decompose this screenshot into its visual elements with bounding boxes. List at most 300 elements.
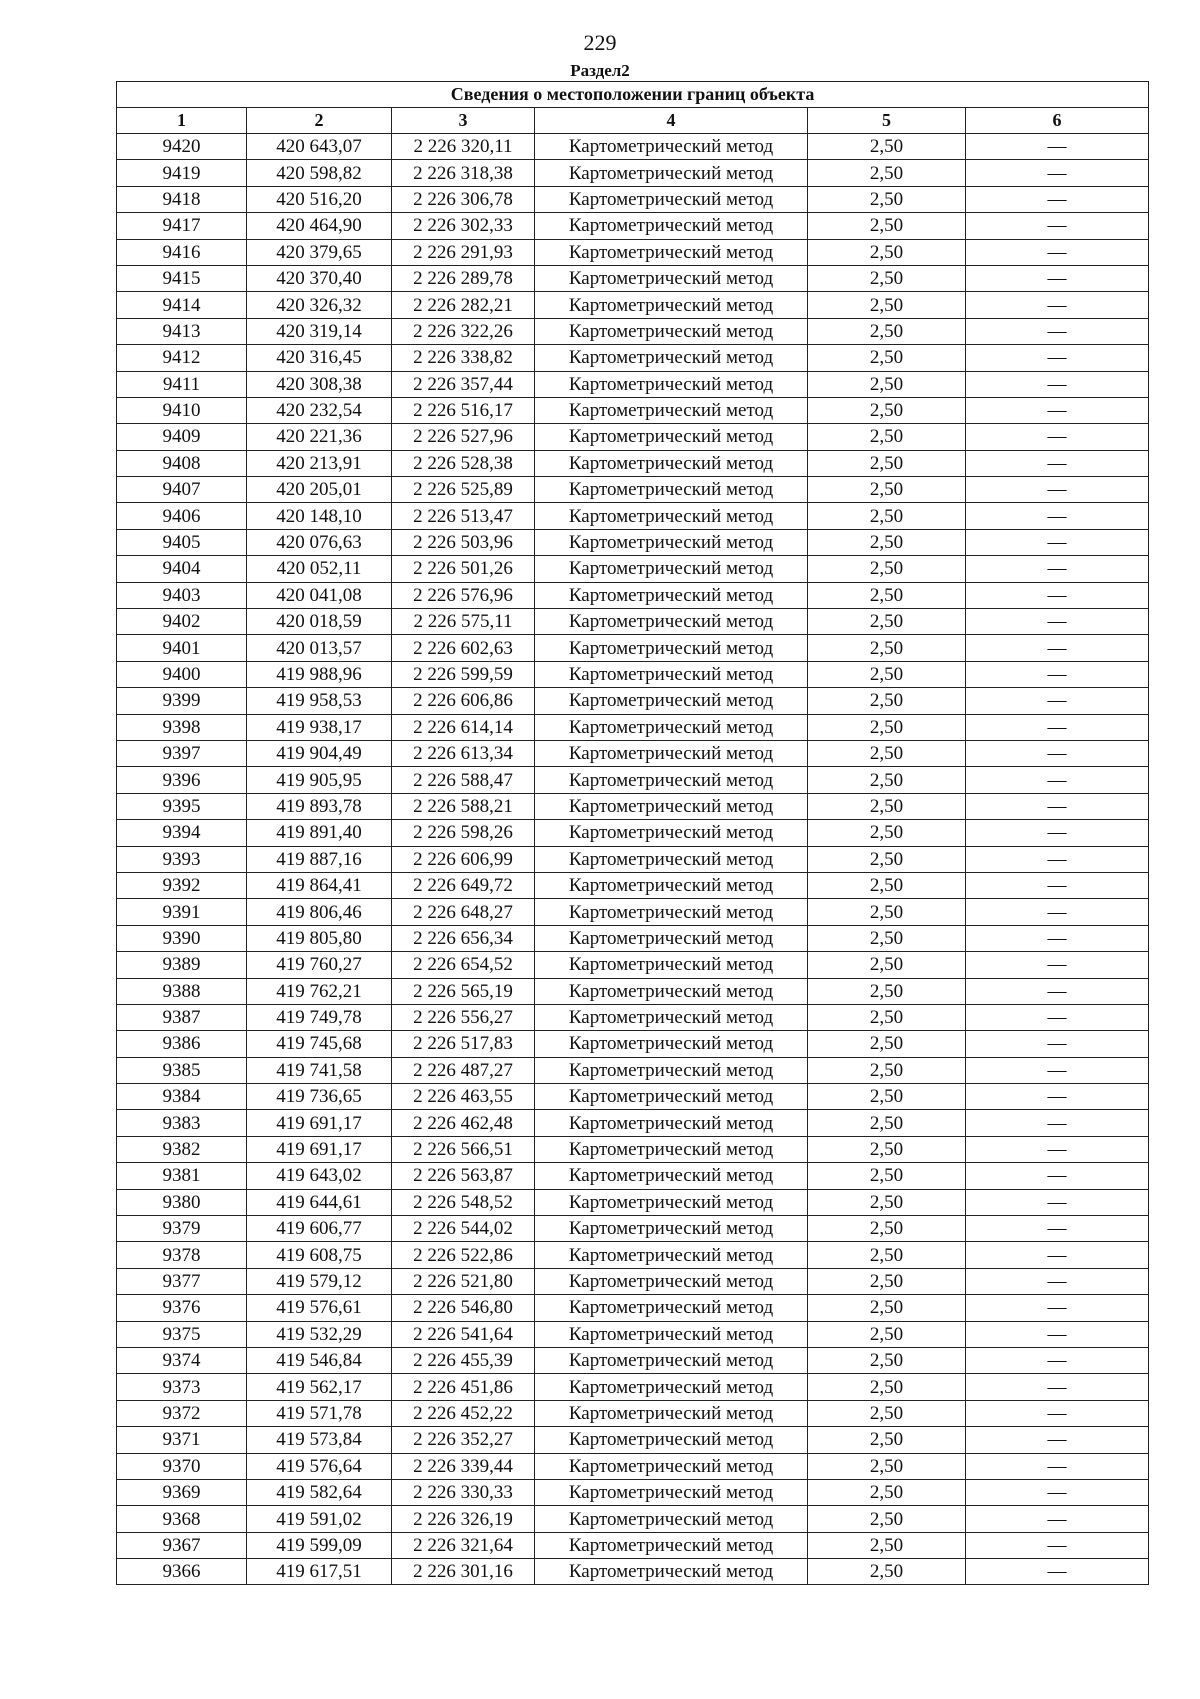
table-row [117, 1532, 1149, 1558]
y-coordinate-cell: 2 226 575,11 [392, 609, 535, 635]
accuracy-cell: 2,50 [808, 345, 966, 371]
accuracy-cell: 2,50 [808, 424, 966, 450]
x-coordinate-cell: 420 013,57 [247, 635, 392, 661]
table-row [117, 978, 1149, 1004]
accuracy-cell: 2,50 [808, 1004, 966, 1030]
table-row [117, 1057, 1149, 1083]
accuracy-cell: 2,50 [808, 793, 966, 819]
table-row [117, 1400, 1149, 1426]
description-cell: — [966, 793, 1149, 819]
x-coordinate-cell: 419 691,17 [247, 1110, 392, 1136]
y-coordinate-cell: 2 226 289,78 [392, 265, 535, 291]
description-cell: — [966, 292, 1149, 318]
point-number-cell: 9378 [117, 1242, 247, 1268]
method-cell: Картометрический метод [535, 265, 808, 291]
x-coordinate-cell: 420 319,14 [247, 318, 392, 344]
point-number-cell: 9400 [117, 661, 247, 687]
accuracy-cell: 2,50 [808, 872, 966, 898]
y-coordinate-cell: 2 226 282,21 [392, 292, 535, 318]
y-coordinate-cell: 2 226 321,64 [392, 1532, 535, 1558]
description-cell: — [966, 1295, 1149, 1321]
table-row [117, 1559, 1149, 1585]
method-cell: Картометрический метод [535, 1400, 808, 1426]
accuracy-cell: 2,50 [808, 1400, 966, 1426]
x-coordinate-cell: 420 076,63 [247, 529, 392, 555]
x-coordinate-cell: 419 599,09 [247, 1532, 392, 1558]
x-coordinate-cell: 420 643,07 [247, 134, 392, 160]
x-coordinate-cell: 419 546,84 [247, 1347, 392, 1373]
table-row [117, 899, 1149, 925]
x-coordinate-cell: 420 205,01 [247, 477, 392, 503]
y-coordinate-cell: 2 226 487,27 [392, 1057, 535, 1083]
point-number-cell: 9385 [117, 1057, 247, 1083]
description-cell: — [966, 635, 1149, 661]
point-number-cell: 9380 [117, 1189, 247, 1215]
table-row [117, 556, 1149, 582]
description-cell: — [966, 1321, 1149, 1347]
description-cell: — [966, 1242, 1149, 1268]
description-cell: — [966, 846, 1149, 872]
x-coordinate-cell: 420 213,91 [247, 450, 392, 476]
x-coordinate-cell: 419 958,53 [247, 688, 392, 714]
x-coordinate-cell: 419 938,17 [247, 714, 392, 740]
accuracy-cell: 2,50 [808, 1559, 966, 1585]
y-coordinate-cell: 2 226 606,86 [392, 688, 535, 714]
x-coordinate-cell: 420 232,54 [247, 397, 392, 423]
method-cell: Картометрический метод [535, 1295, 808, 1321]
description-cell: — [966, 609, 1149, 635]
point-number-cell: 9405 [117, 529, 247, 555]
method-cell: Картометрический метод [535, 134, 808, 160]
y-coordinate-cell: 2 226 517,83 [392, 1031, 535, 1057]
y-coordinate-cell: 2 226 503,96 [392, 529, 535, 555]
point-number-cell: 9372 [117, 1400, 247, 1426]
table-row [117, 318, 1149, 344]
method-cell: Картометрический метод [535, 1479, 808, 1505]
x-coordinate-cell: 419 571,78 [247, 1400, 392, 1426]
table-row [117, 424, 1149, 450]
description-cell: — [966, 767, 1149, 793]
column-number: 2 [247, 108, 392, 134]
accuracy-cell: 2,50 [808, 186, 966, 212]
x-coordinate-cell: 419 891,40 [247, 820, 392, 846]
y-coordinate-cell: 2 226 330,33 [392, 1479, 535, 1505]
table-row [117, 1374, 1149, 1400]
y-coordinate-cell: 2 226 588,47 [392, 767, 535, 793]
point-number-cell: 9409 [117, 424, 247, 450]
point-number-cell: 9383 [117, 1110, 247, 1136]
accuracy-cell: 2,50 [808, 556, 966, 582]
method-cell: Картометрический метод [535, 213, 808, 239]
accuracy-cell: 2,50 [808, 160, 966, 186]
table-row [117, 477, 1149, 503]
table-row [117, 1136, 1149, 1162]
method-cell: Картометрический метод [535, 740, 808, 766]
y-coordinate-cell: 2 226 556,27 [392, 1004, 535, 1030]
y-coordinate-cell: 2 226 525,89 [392, 477, 535, 503]
description-cell: — [966, 820, 1149, 846]
method-cell: Картометрический метод [535, 1084, 808, 1110]
table-row [117, 1479, 1149, 1505]
method-cell: Картометрический метод [535, 1163, 808, 1189]
y-coordinate-cell: 2 226 606,99 [392, 846, 535, 872]
table-row [117, 213, 1149, 239]
point-number-cell: 9377 [117, 1268, 247, 1294]
method-cell: Картометрический метод [535, 160, 808, 186]
accuracy-cell: 2,50 [808, 1453, 966, 1479]
point-number-cell: 9367 [117, 1532, 247, 1558]
point-number-cell: 9387 [117, 1004, 247, 1030]
description-cell: — [966, 397, 1149, 423]
method-cell: Картометрический метод [535, 714, 808, 740]
y-coordinate-cell: 2 226 463,55 [392, 1084, 535, 1110]
description-cell: — [966, 1004, 1149, 1030]
method-cell: Картометрический метод [535, 952, 808, 978]
column-number: 1 [117, 108, 247, 134]
description-cell: — [966, 925, 1149, 951]
x-coordinate-cell: 419 864,41 [247, 872, 392, 898]
table-row [117, 925, 1149, 951]
x-coordinate-cell: 420 148,10 [247, 503, 392, 529]
y-coordinate-cell: 2 226 320,11 [392, 134, 535, 160]
y-coordinate-cell: 2 226 322,26 [392, 318, 535, 344]
point-number-cell: 9402 [117, 609, 247, 635]
point-number-cell: 9390 [117, 925, 247, 951]
accuracy-cell: 2,50 [808, 1057, 966, 1083]
description-cell: — [966, 424, 1149, 450]
y-coordinate-cell: 2 226 548,52 [392, 1189, 535, 1215]
accuracy-cell: 2,50 [808, 397, 966, 423]
point-number-cell: 9370 [117, 1453, 247, 1479]
x-coordinate-cell: 419 606,77 [247, 1216, 392, 1242]
y-coordinate-cell: 2 226 338,82 [392, 345, 535, 371]
y-coordinate-cell: 2 226 451,86 [392, 1374, 535, 1400]
point-number-cell: 9401 [117, 635, 247, 661]
accuracy-cell: 2,50 [808, 318, 966, 344]
table-row [117, 872, 1149, 898]
y-coordinate-cell: 2 226 541,64 [392, 1321, 535, 1347]
x-coordinate-cell: 419 988,96 [247, 661, 392, 687]
accuracy-cell: 2,50 [808, 134, 966, 160]
method-cell: Картометрический метод [535, 556, 808, 582]
method-cell: Картометрический метод [535, 767, 808, 793]
table-row [117, 1216, 1149, 1242]
column-number: 5 [808, 108, 966, 134]
accuracy-cell: 2,50 [808, 1268, 966, 1294]
accuracy-cell: 2,50 [808, 265, 966, 291]
point-number-cell: 9374 [117, 1347, 247, 1373]
table-row [117, 371, 1149, 397]
x-coordinate-cell: 420 052,11 [247, 556, 392, 582]
accuracy-cell: 2,50 [808, 1321, 966, 1347]
description-cell: — [966, 1268, 1149, 1294]
description-cell: — [966, 1189, 1149, 1215]
table-row [117, 1110, 1149, 1136]
x-coordinate-cell: 420 598,82 [247, 160, 392, 186]
accuracy-cell: 2,50 [808, 292, 966, 318]
x-coordinate-cell: 419 691,17 [247, 1136, 392, 1162]
method-cell: Картометрический метод [535, 345, 808, 371]
method-cell: Картометрический метод [535, 1216, 808, 1242]
description-cell: — [966, 265, 1149, 291]
x-coordinate-cell: 419 749,78 [247, 1004, 392, 1030]
method-cell: Картометрический метод [535, 582, 808, 608]
accuracy-cell: 2,50 [808, 1163, 966, 1189]
y-coordinate-cell: 2 226 588,21 [392, 793, 535, 819]
x-coordinate-cell: 419 745,68 [247, 1031, 392, 1057]
point-number-cell: 9371 [117, 1427, 247, 1453]
x-coordinate-cell: 420 316,45 [247, 345, 392, 371]
point-number-cell: 9369 [117, 1479, 247, 1505]
y-coordinate-cell: 2 226 599,59 [392, 661, 535, 687]
table-row [117, 529, 1149, 555]
method-cell: Картометрический метод [535, 1347, 808, 1373]
method-cell: Картометрический метод [535, 609, 808, 635]
accuracy-cell: 2,50 [808, 1295, 966, 1321]
x-coordinate-cell: 420 370,40 [247, 265, 392, 291]
accuracy-cell: 2,50 [808, 1084, 966, 1110]
table-row [117, 952, 1149, 978]
accuracy-cell: 2,50 [808, 1532, 966, 1558]
description-cell: — [966, 1347, 1149, 1373]
description-cell: — [966, 661, 1149, 687]
point-number-cell: 9384 [117, 1084, 247, 1110]
table-row [117, 582, 1149, 608]
table-body [117, 134, 1149, 1585]
table-row [117, 609, 1149, 635]
description-cell: — [966, 1163, 1149, 1189]
x-coordinate-cell: 419 904,49 [247, 740, 392, 766]
method-cell: Картометрический метод [535, 1532, 808, 1558]
y-coordinate-cell: 2 226 352,27 [392, 1427, 535, 1453]
point-number-cell: 9393 [117, 846, 247, 872]
accuracy-cell: 2,50 [808, 582, 966, 608]
method-cell: Картометрический метод [535, 186, 808, 212]
accuracy-cell: 2,50 [808, 477, 966, 503]
x-coordinate-cell: 419 591,02 [247, 1506, 392, 1532]
point-number-cell: 9388 [117, 978, 247, 1004]
table-row [117, 239, 1149, 265]
table-row [117, 767, 1149, 793]
point-number-cell: 9392 [117, 872, 247, 898]
x-coordinate-cell: 419 760,27 [247, 952, 392, 978]
description-cell: — [966, 1110, 1149, 1136]
point-number-cell: 9376 [117, 1295, 247, 1321]
x-coordinate-cell: 419 582,64 [247, 1479, 392, 1505]
y-coordinate-cell: 2 226 516,17 [392, 397, 535, 423]
y-coordinate-cell: 2 226 656,34 [392, 925, 535, 951]
accuracy-cell: 2,50 [808, 899, 966, 925]
x-coordinate-cell: 419 887,16 [247, 846, 392, 872]
point-number-cell: 9416 [117, 239, 247, 265]
description-cell: — [966, 1559, 1149, 1585]
y-coordinate-cell: 2 226 566,51 [392, 1136, 535, 1162]
x-coordinate-cell: 419 893,78 [247, 793, 392, 819]
accuracy-cell: 2,50 [808, 1242, 966, 1268]
x-coordinate-cell: 419 805,80 [247, 925, 392, 951]
method-cell: Картометрический метод [535, 872, 808, 898]
column-number: 3 [392, 108, 535, 134]
description-cell: — [966, 556, 1149, 582]
page-number: 229 [583, 30, 617, 55]
table-row [117, 186, 1149, 212]
description-cell: — [966, 239, 1149, 265]
point-number-cell: 9419 [117, 160, 247, 186]
table-row [117, 688, 1149, 714]
table-caption: Сведения о местоположении границ объекта [117, 82, 1149, 108]
method-cell: Картометрический метод [535, 1427, 808, 1453]
description-cell: — [966, 872, 1149, 898]
method-cell: Картометрический метод [535, 1136, 808, 1162]
y-coordinate-cell: 2 226 528,38 [392, 450, 535, 476]
point-number-cell: 9406 [117, 503, 247, 529]
method-cell: Картометрический метод [535, 450, 808, 476]
description-cell: — [966, 1216, 1149, 1242]
method-cell: Картометрический метод [535, 1506, 808, 1532]
accuracy-cell: 2,50 [808, 529, 966, 555]
point-number-cell: 9395 [117, 793, 247, 819]
accuracy-cell: 2,50 [808, 1479, 966, 1505]
point-number-cell: 9381 [117, 1163, 247, 1189]
column-number: 6 [966, 108, 1149, 134]
method-cell: Картометрический метод [535, 503, 808, 529]
y-coordinate-cell: 2 226 452,22 [392, 1400, 535, 1426]
method-cell: Картометрический метод [535, 424, 808, 450]
description-cell: — [966, 1400, 1149, 1426]
description-cell: — [966, 688, 1149, 714]
description-cell: — [966, 740, 1149, 766]
method-cell: Картометрический метод [535, 1110, 808, 1136]
y-coordinate-cell: 2 226 513,47 [392, 503, 535, 529]
description-cell: — [966, 134, 1149, 160]
y-coordinate-cell: 2 226 302,33 [392, 213, 535, 239]
accuracy-cell: 2,50 [808, 714, 966, 740]
x-coordinate-cell: 420 379,65 [247, 239, 392, 265]
point-number-cell: 9420 [117, 134, 247, 160]
accuracy-cell: 2,50 [808, 609, 966, 635]
y-coordinate-cell: 2 226 318,38 [392, 160, 535, 186]
accuracy-cell: 2,50 [808, 1506, 966, 1532]
accuracy-cell: 2,50 [808, 1216, 966, 1242]
point-number-cell: 9379 [117, 1216, 247, 1242]
method-cell: Картометрический метод [535, 239, 808, 265]
x-coordinate-cell: 419 573,84 [247, 1427, 392, 1453]
x-coordinate-cell: 419 576,61 [247, 1295, 392, 1321]
method-cell: Картометрический метод [535, 1189, 808, 1215]
method-cell: Картометрический метод [535, 820, 808, 846]
y-coordinate-cell: 2 226 462,48 [392, 1110, 535, 1136]
y-coordinate-cell: 2 226 455,39 [392, 1347, 535, 1373]
point-number-cell: 9408 [117, 450, 247, 476]
point-number-cell: 9403 [117, 582, 247, 608]
method-cell: Картометрический метод [535, 978, 808, 1004]
method-cell: Картометрический метод [535, 318, 808, 344]
description-cell: — [966, 978, 1149, 1004]
y-coordinate-cell: 2 226 649,72 [392, 872, 535, 898]
point-number-cell: 9411 [117, 371, 247, 397]
point-number-cell: 9399 [117, 688, 247, 714]
description-cell: — [966, 160, 1149, 186]
description-cell: — [966, 318, 1149, 344]
accuracy-cell: 2,50 [808, 371, 966, 397]
x-coordinate-cell: 419 608,75 [247, 1242, 392, 1268]
point-number-cell: 9397 [117, 740, 247, 766]
y-coordinate-cell: 2 226 598,26 [392, 820, 535, 846]
x-coordinate-cell: 419 562,17 [247, 1374, 392, 1400]
description-cell: — [966, 529, 1149, 555]
point-number-cell: 9404 [117, 556, 247, 582]
accuracy-cell: 2,50 [808, 820, 966, 846]
x-coordinate-cell: 419 762,21 [247, 978, 392, 1004]
table-row [117, 1347, 1149, 1373]
description-cell: — [966, 1506, 1149, 1532]
accuracy-cell: 2,50 [808, 239, 966, 265]
accuracy-cell: 2,50 [808, 1136, 966, 1162]
description-cell: — [966, 1532, 1149, 1558]
x-coordinate-cell: 420 516,20 [247, 186, 392, 212]
method-cell: Картометрический метод [535, 529, 808, 555]
table-row [117, 1268, 1149, 1294]
table-row [117, 820, 1149, 846]
accuracy-cell: 2,50 [808, 846, 966, 872]
table-row [117, 503, 1149, 529]
method-cell: Картометрический метод [535, 1559, 808, 1585]
point-number-cell: 9413 [117, 318, 247, 344]
y-coordinate-cell: 2 226 301,16 [392, 1559, 535, 1585]
y-coordinate-cell: 2 226 306,78 [392, 186, 535, 212]
method-cell: Картометрический метод [535, 635, 808, 661]
method-cell: Картометрический метод [535, 1057, 808, 1083]
accuracy-cell: 2,50 [808, 978, 966, 1004]
y-coordinate-cell: 2 226 544,02 [392, 1216, 535, 1242]
x-coordinate-cell: 419 532,29 [247, 1321, 392, 1347]
description-cell: — [966, 899, 1149, 925]
x-coordinate-cell: 419 643,02 [247, 1163, 392, 1189]
method-cell: Картометрический метод [535, 1242, 808, 1268]
accuracy-cell: 2,50 [808, 1110, 966, 1136]
method-cell: Картометрический метод [535, 1004, 808, 1030]
method-cell: Картометрический метод [535, 397, 808, 423]
point-number-cell: 9398 [117, 714, 247, 740]
x-coordinate-cell: 419 905,95 [247, 767, 392, 793]
x-coordinate-cell: 420 326,32 [247, 292, 392, 318]
description-cell: — [966, 503, 1149, 529]
method-cell: Картометрический метод [535, 793, 808, 819]
table-row [117, 1321, 1149, 1347]
y-coordinate-cell: 2 226 501,26 [392, 556, 535, 582]
y-coordinate-cell: 2 226 565,19 [392, 978, 535, 1004]
method-cell: Картометрический метод [535, 477, 808, 503]
x-coordinate-cell: 419 736,65 [247, 1084, 392, 1110]
y-coordinate-cell: 2 226 291,93 [392, 239, 535, 265]
y-coordinate-cell: 2 226 527,96 [392, 424, 535, 450]
method-cell: Картометрический метод [535, 899, 808, 925]
point-number-cell: 9407 [117, 477, 247, 503]
y-coordinate-cell: 2 226 326,19 [392, 1506, 535, 1532]
point-number-cell: 9412 [117, 345, 247, 371]
description-cell: — [966, 714, 1149, 740]
description-cell: — [966, 582, 1149, 608]
description-cell: — [966, 371, 1149, 397]
table-row [117, 846, 1149, 872]
x-coordinate-cell: 419 579,12 [247, 1268, 392, 1294]
method-cell: Картометрический метод [535, 688, 808, 714]
description-cell: — [966, 345, 1149, 371]
table-row [117, 292, 1149, 318]
point-number-cell: 9386 [117, 1031, 247, 1057]
point-number-cell: 9414 [117, 292, 247, 318]
description-cell: — [966, 477, 1149, 503]
